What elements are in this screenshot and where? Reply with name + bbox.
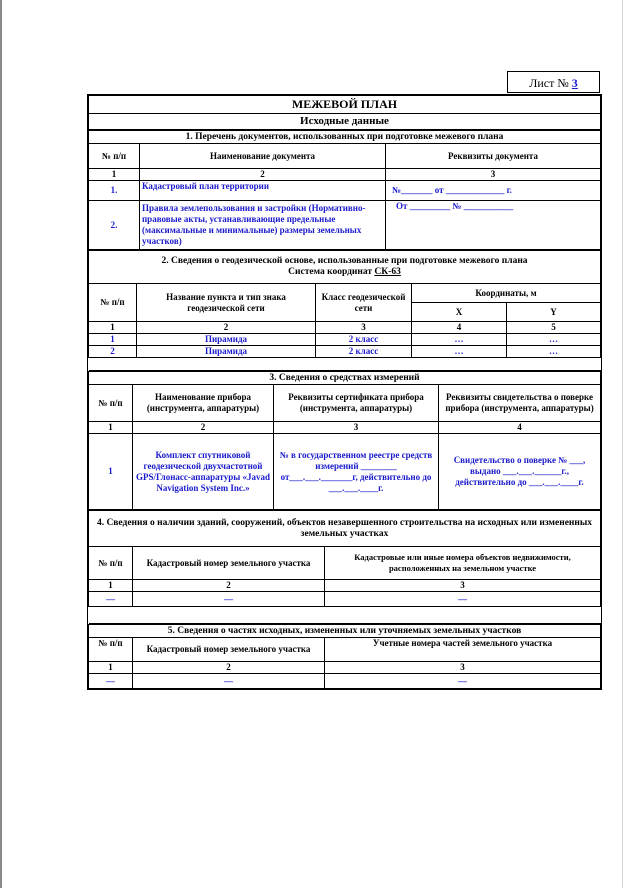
coordinate-system-value: СК-63	[374, 267, 401, 277]
s1-header-num: № п/п	[89, 144, 140, 169]
table-row	[89, 592, 601, 607]
s2-row-num: 1	[89, 334, 137, 346]
table-row	[89, 346, 601, 358]
s1-row-req: №_______ от _____________ г.	[386, 181, 601, 201]
s4-colnum: 1	[89, 580, 133, 592]
s5-row-parts: —	[325, 674, 601, 689]
section-1-title: 1. Перечень документов, использованных при подготовке межевого плана	[89, 131, 601, 144]
s3-row-num: 1	[89, 434, 133, 510]
sheet-label: Лист №	[529, 76, 569, 90]
s4-header-num: № п/п	[89, 547, 133, 580]
s1-header-req: Реквизиты документа	[386, 144, 601, 169]
s2-row-name: Пирамида	[137, 346, 316, 358]
s4-header-cad: Кадастровый номер земельного участка	[133, 547, 325, 580]
table-row	[89, 201, 601, 250]
s3-colnum: 1	[89, 422, 133, 434]
s4-row-cad: —	[133, 592, 325, 607]
spacer	[89, 607, 601, 624]
title-table	[88, 95, 601, 130]
s3-colnum: 3	[274, 422, 439, 434]
section-4-table	[88, 510, 601, 624]
s2-row-class: 2 класс	[316, 346, 412, 358]
s1-colnum: 1	[89, 169, 140, 181]
boundary-plan-form	[87, 94, 602, 690]
table-row	[89, 434, 601, 510]
page-right-edge	[622, 0, 623, 888]
s1-row-name: Правила землепользования и застройки (Нормативно-правовые акты, устанавливающие предельные (максимальные и минимальные) размеры земельных участков)	[140, 201, 386, 250]
s2-row-y: …	[507, 334, 601, 346]
s2-header-class: Класс геодезической сети	[316, 284, 412, 322]
s2-row-x: …	[412, 334, 507, 346]
s2-header-name: Название пункта и тип знака геодезической сети	[137, 284, 316, 322]
s3-colnum: 2	[133, 422, 274, 434]
s4-colnum: 3	[325, 580, 601, 592]
section-3-table	[88, 371, 601, 510]
s3-colnum: 4	[439, 422, 601, 434]
spacer	[89, 358, 601, 371]
coordinate-system	[91, 267, 598, 278]
s5-row-cad: —	[133, 674, 325, 689]
s2-row-num: 2	[89, 346, 137, 358]
s3-header-verify: Реквизиты свидетельства о поверке прибора (инструмента, аппаратуры)	[439, 385, 601, 422]
s4-row-num: —	[89, 592, 133, 607]
s5-row-num: —	[89, 674, 133, 689]
s1-colnum: 2	[140, 169, 386, 181]
section-2-title	[89, 251, 601, 284]
s1-row-name: Кадастровый план территории	[140, 181, 386, 201]
sheet-number-box	[507, 71, 600, 93]
s1-header-name: Наименование документа	[140, 144, 386, 169]
s4-colnum: 2	[133, 580, 325, 592]
section-4-title: 4. Сведения о наличии зданий, сооружений, объектов незавершенного строительства на исходных или измененных земельных участках	[89, 511, 601, 547]
s1-row-req: От _________ № ___________	[386, 201, 601, 250]
s5-header-parts: Учетные номера частей земельного участка	[325, 638, 601, 662]
page-left-edge	[0, 0, 2, 888]
s2-row-name: Пирамида	[137, 334, 316, 346]
s2-colnum: 5	[507, 322, 601, 334]
s5-colnum: 2	[133, 662, 325, 674]
s3-row-verify: Свидетельство о поверке № ___, выдано ___.___.______г., действительно до ___.___.____г.	[439, 434, 601, 510]
doc-title: МЕЖЕВОЙ ПЛАН	[89, 96, 601, 114]
s3-row-cert: № в государственном реестре средств измерений ________ от___.___._______г, действительно до ___.___.____г.	[274, 434, 439, 510]
sheet-number: 3	[571, 76, 578, 90]
s1-row-num: 2.	[89, 201, 140, 250]
s3-header-cert: Реквизиты сертификата прибора (инструмента, аппаратуры)	[274, 385, 439, 422]
s2-colnum: 2	[137, 322, 316, 334]
s2-row-class: 2 класс	[316, 334, 412, 346]
s5-colnum: 1	[89, 662, 133, 674]
section-2-title-text: 2. Сведения о геодезической основе, использованные при подготовке межевого плана	[161, 256, 528, 266]
s4-row-objects: —	[325, 592, 601, 607]
s2-colnum: 4	[412, 322, 507, 334]
section-1-table	[88, 130, 601, 250]
s2-header-num: № п/п	[89, 284, 137, 322]
s1-colnum: 3	[386, 169, 601, 181]
s5-header-cad: Кадастровый номер земельного участка	[133, 638, 325, 662]
section-3-title: 3. Сведения о средствах измерений	[89, 372, 601, 385]
s4-header-objects: Кадастровые или иные номера объектов недвижимости, расположенных на земельном участке	[325, 547, 601, 580]
table-row	[89, 334, 601, 346]
table-row	[89, 181, 601, 201]
section-2-table	[88, 250, 601, 371]
table-row	[89, 674, 601, 689]
section-5-table	[88, 624, 601, 689]
s2-row-x: …	[412, 346, 507, 358]
s3-header-num: № п/п	[89, 385, 133, 422]
s2-header-y: Y	[507, 303, 601, 322]
coordinate-system-prefix: Система координат	[288, 267, 373, 277]
doc-subtitle: Исходные данные	[89, 114, 601, 130]
section-5-title: 5. Сведения о частях исходных, измененных или уточняемых земельных участков	[89, 625, 601, 638]
s5-header-num: № п/п	[89, 638, 133, 662]
s2-colnum: 3	[316, 322, 412, 334]
s2-header-x: X	[412, 303, 507, 322]
s3-header-device: Наименование прибора (инструмента, аппаратуры)	[133, 385, 274, 422]
s2-header-coords: Координаты, м	[412, 284, 601, 303]
s5-colnum: 3	[325, 662, 601, 674]
s2-colnum: 1	[89, 322, 137, 334]
s3-row-device: Комплект спутниковой геодезической двухчастотной GPS/Глонасс-аппаратуры «Javad Navigation System Inc.»	[133, 434, 274, 510]
s1-row-num: 1.	[89, 181, 140, 201]
s2-row-y: …	[507, 346, 601, 358]
